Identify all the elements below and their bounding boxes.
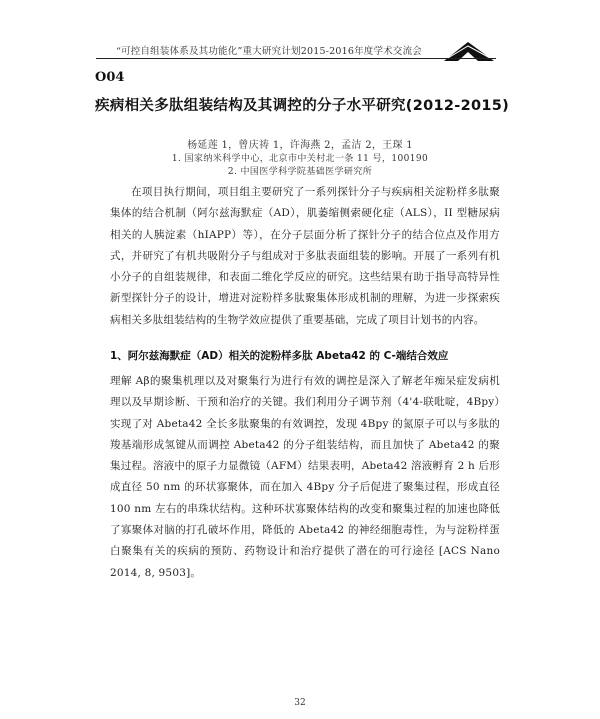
section-paragraph: 理解 Aβ的聚集机理以及对聚集行为进行有效的调控是深入了解老年痴呆症发病机理以及早期诊断、干预和治疗的关键。我们利用分子调节剂（4'4-联吡啶，4Bpy）实现了对 Abeta42 全长多肽聚集的有效调控，发现 4Bpy 的氮原子可以与多肽的羧基端形成氢键从而调控 Abeta42 的分子组装结构，而且加快了 Abeta42 的聚集过程。溶液中的原子力显微镜（AFM）结果表明，Abeta42 溶液孵育 2 h 后形成直径 50 nm 的环状寡聚体，而在加入 4Bpy 分子后促进了聚集过程，形成直径 100 nm 左右的串珠状结构。这种环状寡聚体结构的改变和聚集过程的加速也降低了寡聚体对脑的打孔破坏作用，降低的 Abeta42 的神经细胞毒性，为与淀粉样蛋白聚集有关的疾病的预防、药物设计和治疗提供了潜在的可行途径 [ACS Nano 2014, 8, 9503]。 xyxy=(110,375,500,579)
affiliation-2: 2. 中国医学科学院基础医学研究所 xyxy=(227,167,373,177)
author-list: 杨延莲 1，曾庆祷 1，许海燕 2，孟洁 2，王琛 1 xyxy=(187,140,413,151)
section-heading: 1、阿尔兹海默症（AD）相关的淀粉样多肽 Abeta42 的 C-端结合效应 xyxy=(110,350,449,362)
paper-title: 疾病相关多肽组装结构及其调控的分子水平研究(2012-2015) xyxy=(95,98,510,114)
running-header: “可控自组装体系及其功能化”重大研究计划2015-2016年度学术交流会 xyxy=(116,46,422,57)
affiliation-1: 1. 国家纳米科学中心，北京市中关村北一条 11 号，100190 xyxy=(171,154,429,164)
intro-paragraph: 在项目执行期间，项目组主要研究了一系列探针分子与疾病相关淀粉样多肽聚集体的结合机制（阿尔兹海默症（AD），肌萎缩侧索硬化症（ALS），II 型糖尿病相关的人胰淀素（hIAPP）等），在分子层面分析了探针分子的结合位点及作用方式，并研究了有机共吸附分子与组成对于多肽表面组装的影响。开展了一系列有机小分子的自组装规律，和表面二维化学反应的研究。这些结果有助于指导高特异性新型探针分子的设计，增进对淀粉样多肽聚集体形成机制的理解，为进一步探索疾病相关多肽组装结构的生物学效应提供了重要基础，完成了项目计划书的内容。 xyxy=(110,186,500,326)
abstract-code: O04 xyxy=(95,70,125,85)
header-rule xyxy=(96,58,496,59)
page-number: 32 xyxy=(294,698,306,708)
